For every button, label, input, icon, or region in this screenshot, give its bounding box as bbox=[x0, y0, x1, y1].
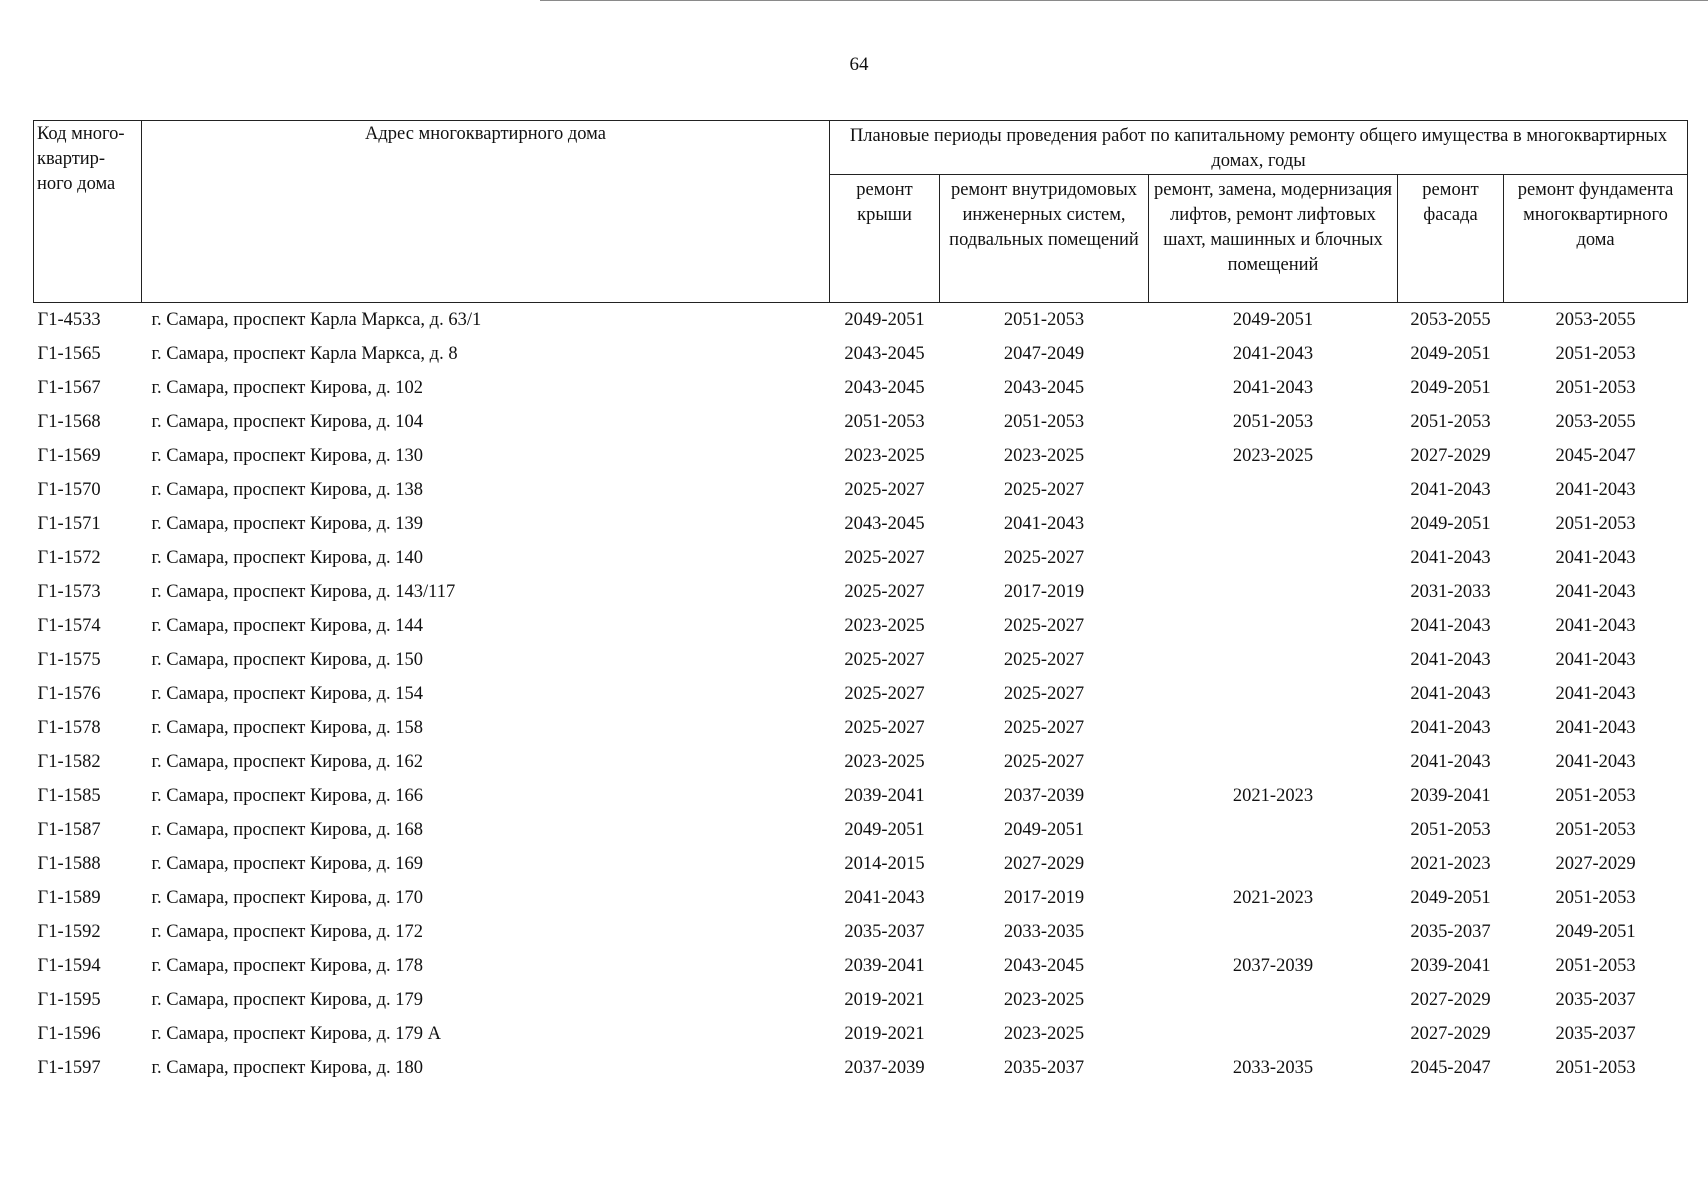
cell-elevators bbox=[1149, 711, 1398, 745]
cell-foundation: 2051-2053 bbox=[1555, 513, 1636, 534]
cell-address: г. Самара, проспект Кирова, д. 138 bbox=[151, 479, 424, 500]
cell-foundation: 2041-2043 bbox=[1555, 649, 1636, 670]
cell-foundation: 2041-2043 bbox=[1555, 615, 1636, 636]
cell-elevators bbox=[1149, 813, 1398, 847]
cell-elevators: 2033-2035 bbox=[1232, 1057, 1314, 1078]
cell-address: г. Самара, проспект Кирова, д. 140 bbox=[151, 547, 424, 568]
cell-roof: 2037-2039 bbox=[844, 1057, 925, 1078]
table-row bbox=[34, 303, 1688, 338]
cell-address: г. Самара, проспект Кирова, д. 172 bbox=[151, 921, 424, 942]
cell-engineering: 2023-2025 bbox=[1003, 989, 1085, 1010]
cell-code: Г1-1592 bbox=[37, 921, 101, 942]
cell-engineering: 2025-2027 bbox=[1003, 683, 1085, 704]
cell-engineering: 2017-2019 bbox=[1003, 581, 1085, 602]
header-facade: ремонт фасада bbox=[1398, 175, 1504, 303]
page-number: 64 bbox=[849, 54, 869, 75]
cell-foundation: 2051-2053 bbox=[1555, 1057, 1636, 1078]
cell-facade: 2035-2037 bbox=[1410, 921, 1491, 942]
cell-facade: 2049-2051 bbox=[1410, 343, 1491, 364]
cell-engineering: 2035-2037 bbox=[1003, 1057, 1085, 1078]
cell-facade: 2051-2053 bbox=[1410, 411, 1491, 432]
cell-elevators bbox=[1149, 609, 1398, 643]
table-row bbox=[34, 1017, 1688, 1051]
table-row bbox=[34, 847, 1688, 881]
cell-code: Г1-1582 bbox=[37, 751, 101, 772]
cell-facade: 2049-2051 bbox=[1410, 513, 1491, 534]
table-row bbox=[34, 405, 1688, 439]
cell-foundation: 2051-2053 bbox=[1555, 819, 1636, 840]
cell-foundation: 2041-2043 bbox=[1555, 547, 1636, 568]
cell-elevators: 2021-2023 bbox=[1232, 887, 1314, 908]
cell-address: г. Самара, проспект Кирова, д. 104 bbox=[151, 411, 424, 432]
cell-address: г. Самара, проспект Кирова, д. 150 bbox=[151, 649, 424, 670]
cell-foundation: 2053-2055 bbox=[1555, 411, 1636, 432]
cell-elevators: 2041-2043 bbox=[1232, 343, 1314, 364]
table-row bbox=[34, 609, 1688, 643]
cell-elevators bbox=[1149, 473, 1398, 507]
cell-foundation: 2045-2047 bbox=[1555, 445, 1636, 466]
cell-code: Г1-1597 bbox=[37, 1057, 101, 1078]
cell-facade: 2039-2041 bbox=[1410, 955, 1491, 976]
header-foundation: ремонт фундамента многоквартирного дома bbox=[1504, 175, 1688, 303]
cell-roof: 2025-2027 bbox=[844, 717, 925, 738]
cell-elevators bbox=[1149, 677, 1398, 711]
cell-elevators: 2051-2053 bbox=[1232, 411, 1314, 432]
cell-engineering: 2043-2045 bbox=[1003, 955, 1085, 976]
cell-foundation: 2051-2053 bbox=[1555, 785, 1636, 806]
cell-facade: 2041-2043 bbox=[1410, 615, 1491, 636]
cell-elevators bbox=[1149, 983, 1398, 1017]
cell-foundation: 2035-2037 bbox=[1555, 989, 1636, 1010]
table-row bbox=[34, 643, 1688, 677]
table-row bbox=[34, 813, 1688, 847]
cell-engineering: 2023-2025 bbox=[1003, 445, 1085, 466]
cell-engineering: 2049-2051 bbox=[1003, 819, 1085, 840]
cell-engineering: 2037-2039 bbox=[1003, 785, 1085, 806]
cell-address: г. Самара, проспект Кирова, д. 139 bbox=[151, 513, 424, 534]
cell-roof: 2051-2053 bbox=[844, 411, 925, 432]
cell-address: г. Самара, проспект Кирова, д. 180 bbox=[151, 1057, 424, 1078]
cell-elevators bbox=[1149, 643, 1398, 677]
cell-facade: 2041-2043 bbox=[1410, 649, 1491, 670]
cell-address: г. Самара, проспект Карла Маркса, д. 8 bbox=[151, 343, 458, 364]
cell-roof: 2014-2015 bbox=[844, 853, 925, 874]
cell-foundation: 2051-2053 bbox=[1555, 343, 1636, 364]
cell-code: Г1-1574 bbox=[37, 615, 101, 636]
cell-code: Г1-1571 bbox=[37, 513, 101, 534]
cell-engineering: 2033-2035 bbox=[1003, 921, 1085, 942]
cell-address: г. Самара, проспект Кирова, д. 168 bbox=[151, 819, 424, 840]
cell-engineering: 2043-2045 bbox=[1003, 377, 1085, 398]
cell-facade: 2041-2043 bbox=[1410, 683, 1491, 704]
header-planned-periods: Плановые периоды проведения работ по капитальному ремонту общего имущества в многоквартирных домах, годы bbox=[830, 121, 1688, 175]
cell-address: г. Самара, проспект Кирова, д. 144 bbox=[151, 615, 424, 636]
cell-foundation: 2053-2055 bbox=[1555, 309, 1636, 330]
table-row bbox=[34, 371, 1688, 405]
cell-foundation: 2041-2043 bbox=[1555, 479, 1636, 500]
cell-roof: 2019-2021 bbox=[844, 1023, 925, 1044]
cell-roof: 2041-2043 bbox=[844, 887, 925, 908]
table-row bbox=[34, 915, 1688, 949]
cell-facade: 2053-2055 bbox=[1410, 309, 1491, 330]
cell-elevators: 2023-2025 bbox=[1232, 445, 1314, 466]
cell-code: Г1-1595 bbox=[37, 989, 101, 1010]
cell-engineering: 2025-2027 bbox=[1003, 547, 1085, 568]
cell-elevators bbox=[1149, 507, 1398, 541]
cell-elevators bbox=[1149, 1017, 1398, 1051]
cell-foundation: 2049-2051 bbox=[1555, 921, 1636, 942]
cell-address: г. Самара, проспект Карла Маркса, д. 63/1 bbox=[151, 309, 482, 330]
cell-roof: 2025-2027 bbox=[844, 547, 925, 568]
cell-facade: 2021-2023 bbox=[1410, 853, 1491, 874]
cell-facade: 2049-2051 bbox=[1410, 377, 1491, 398]
header-roof: ремонт крыши bbox=[830, 175, 940, 303]
table-row bbox=[34, 983, 1688, 1017]
cell-address: г. Самара, проспект Кирова, д. 170 bbox=[151, 887, 424, 908]
cell-code: Г1-1587 bbox=[37, 819, 101, 840]
header-elevators: ремонт, замена, модернизация лифтов, ремонт лифтовых шахт, машинных и блочных помещений bbox=[1149, 175, 1398, 303]
cell-address: г. Самара, проспект Кирова, д. 154 bbox=[151, 683, 424, 704]
table-row bbox=[34, 1051, 1688, 1085]
cell-address: г. Самара, проспект Кирова, д. 143/117 bbox=[151, 581, 456, 602]
cell-engineering: 2025-2027 bbox=[1003, 479, 1085, 500]
cell-facade: 2045-2047 bbox=[1410, 1057, 1491, 1078]
cell-elevators bbox=[1149, 575, 1398, 609]
cell-facade: 2041-2043 bbox=[1410, 751, 1491, 772]
cell-engineering: 2047-2049 bbox=[1003, 343, 1085, 364]
cell-code: Г1-1578 bbox=[37, 717, 101, 738]
cell-address: г. Самара, проспект Кирова, д. 179 А bbox=[151, 1023, 442, 1044]
cell-facade: 2039-2041 bbox=[1410, 785, 1491, 806]
cell-elevators: 2037-2039 bbox=[1232, 955, 1314, 976]
cell-address: г. Самара, проспект Кирова, д. 166 bbox=[151, 785, 424, 806]
table-row bbox=[34, 779, 1688, 813]
cell-engineering: 2025-2027 bbox=[1003, 751, 1085, 772]
cell-elevators bbox=[1149, 847, 1398, 881]
table-row bbox=[34, 337, 1688, 371]
cell-code: Г1-1575 bbox=[37, 649, 101, 670]
cell-code: Г1-1565 bbox=[37, 343, 101, 364]
cell-foundation: 2051-2053 bbox=[1555, 955, 1636, 976]
cell-foundation: 2051-2053 bbox=[1555, 887, 1636, 908]
cell-address: г. Самара, проспект Кирова, д. 162 bbox=[151, 751, 424, 772]
cell-facade: 2051-2053 bbox=[1410, 819, 1491, 840]
cell-elevators bbox=[1149, 745, 1398, 779]
cell-roof: 2023-2025 bbox=[844, 615, 925, 636]
cell-roof: 2025-2027 bbox=[844, 581, 925, 602]
table-row bbox=[34, 711, 1688, 745]
cell-code: Г1-1573 bbox=[37, 581, 101, 602]
cell-code: Г1-1570 bbox=[37, 479, 101, 500]
cell-address: г. Самара, проспект Кирова, д. 130 bbox=[151, 445, 424, 466]
cell-roof: 2039-2041 bbox=[844, 955, 925, 976]
cell-facade: 2027-2029 bbox=[1410, 1023, 1491, 1044]
cell-facade: 2031-2033 bbox=[1410, 581, 1491, 602]
cell-roof: 2043-2045 bbox=[844, 343, 925, 364]
cell-engineering: 2025-2027 bbox=[1003, 649, 1085, 670]
cell-roof: 2019-2021 bbox=[844, 989, 925, 1010]
cell-elevators: 2021-2023 bbox=[1232, 785, 1314, 806]
cell-foundation: 2041-2043 bbox=[1555, 751, 1636, 772]
cell-code: Г1-1572 bbox=[37, 547, 101, 568]
table-row bbox=[34, 439, 1688, 473]
cell-elevators bbox=[1149, 541, 1398, 575]
cell-foundation: 2041-2043 bbox=[1555, 717, 1636, 738]
table-header bbox=[34, 121, 1688, 303]
cell-engineering: 2051-2053 bbox=[1003, 309, 1085, 330]
table-row bbox=[34, 677, 1688, 711]
capital-repair-table bbox=[33, 120, 1688, 1085]
scan-edge-line bbox=[540, 0, 1708, 1]
table-row bbox=[34, 541, 1688, 575]
cell-roof: 2025-2027 bbox=[844, 649, 925, 670]
cell-roof: 2023-2025 bbox=[844, 751, 925, 772]
cell-code: Г1-1585 bbox=[37, 785, 101, 806]
cell-roof: 2039-2041 bbox=[844, 785, 925, 806]
cell-roof: 2043-2045 bbox=[844, 377, 925, 398]
cell-elevators: 2041-2043 bbox=[1232, 377, 1314, 398]
cell-engineering: 2025-2027 bbox=[1003, 717, 1085, 738]
cell-roof: 2035-2037 bbox=[844, 921, 925, 942]
cell-engineering: 2017-2019 bbox=[1003, 887, 1085, 908]
cell-code: Г1-1576 bbox=[37, 683, 101, 704]
cell-foundation: 2051-2053 bbox=[1555, 377, 1636, 398]
cell-elevators: 2049-2051 bbox=[1232, 309, 1314, 330]
cell-roof: 2049-2051 bbox=[844, 309, 925, 330]
table-row bbox=[34, 881, 1688, 915]
table-row bbox=[34, 745, 1688, 779]
cell-code: Г1-1589 bbox=[37, 887, 101, 908]
cell-foundation: 2035-2037 bbox=[1555, 1023, 1636, 1044]
table-row bbox=[34, 507, 1688, 541]
cell-roof: 2043-2045 bbox=[844, 513, 925, 534]
cell-code: Г1-1568 bbox=[37, 411, 101, 432]
cell-roof: 2025-2027 bbox=[844, 479, 925, 500]
cell-roof: 2049-2051 bbox=[844, 819, 925, 840]
cell-elevators bbox=[1149, 915, 1398, 949]
header-engineering: ремонт внутридомовых инженерных систем, подвальных помещений bbox=[940, 175, 1149, 303]
cell-code: Г1-1594 bbox=[37, 955, 101, 976]
cell-foundation: 2041-2043 bbox=[1555, 581, 1636, 602]
table-row bbox=[34, 473, 1688, 507]
cell-code: Г1-4533 bbox=[37, 309, 101, 330]
header-address: Адрес многоквартирного дома bbox=[142, 121, 830, 303]
cell-address: г. Самара, проспект Кирова, д. 179 bbox=[151, 989, 424, 1010]
table-row bbox=[34, 575, 1688, 609]
cell-code: Г1-1567 bbox=[37, 377, 101, 398]
cell-address: г. Самара, проспект Кирова, д. 169 bbox=[151, 853, 424, 874]
cell-roof: 2023-2025 bbox=[844, 445, 925, 466]
cell-facade: 2027-2029 bbox=[1410, 989, 1491, 1010]
cell-engineering: 2023-2025 bbox=[1003, 1023, 1085, 1044]
cell-foundation: 2041-2043 bbox=[1555, 683, 1636, 704]
cell-code: Г1-1596 bbox=[37, 1023, 101, 1044]
table-row bbox=[34, 949, 1688, 983]
cell-foundation: 2027-2029 bbox=[1555, 853, 1636, 874]
cell-engineering: 2025-2027 bbox=[1003, 615, 1085, 636]
cell-address: г. Самара, проспект Кирова, д. 102 bbox=[151, 377, 424, 398]
cell-code: Г1-1588 bbox=[37, 853, 101, 874]
cell-address: г. Самара, проспект Кирова, д. 178 bbox=[151, 955, 424, 976]
cell-facade: 2049-2051 bbox=[1410, 887, 1491, 908]
cell-code: Г1-1569 bbox=[37, 445, 101, 466]
cell-engineering: 2051-2053 bbox=[1003, 411, 1085, 432]
cell-address: г. Самара, проспект Кирова, д. 158 bbox=[151, 717, 424, 738]
cell-roof: 2025-2027 bbox=[844, 683, 925, 704]
table-body bbox=[34, 303, 1688, 1086]
cell-facade: 2041-2043 bbox=[1410, 547, 1491, 568]
cell-facade: 2027-2029 bbox=[1410, 445, 1491, 466]
cell-engineering: 2027-2029 bbox=[1003, 853, 1085, 874]
cell-facade: 2041-2043 bbox=[1410, 479, 1491, 500]
cell-facade: 2041-2043 bbox=[1410, 717, 1491, 738]
header-code: Код много-квартир-ного дома bbox=[34, 121, 142, 303]
cell-engineering: 2041-2043 bbox=[1003, 513, 1085, 534]
